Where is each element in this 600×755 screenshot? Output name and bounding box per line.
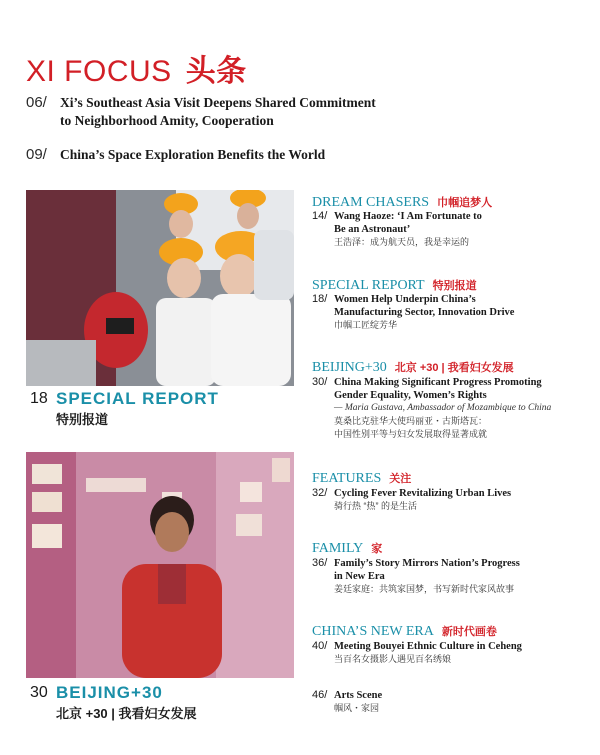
feature-label-en[interactable]: SPECIAL REPORT bbox=[56, 389, 219, 408]
entry-title: in New Era bbox=[334, 571, 385, 582]
special-report-photo bbox=[26, 190, 294, 386]
page-number: 18/ bbox=[312, 293, 328, 305]
section-title bbox=[26, 46, 247, 90]
section-heading-cn: 特别报道 bbox=[432, 280, 477, 292]
toc-entry[interactable] bbox=[26, 94, 376, 130]
page-number: 40/ bbox=[312, 640, 328, 652]
toc-entry[interactable] bbox=[312, 210, 572, 249]
entry-title: China Making Significant Progress Promoting bbox=[334, 377, 542, 388]
entry-title-line2: to Neighborhood Amity, Cooperation bbox=[60, 113, 274, 128]
entry-title-cn: 当百名女摄影人遇见百名绣娘 bbox=[334, 654, 452, 664]
feature-page-number: 30 bbox=[30, 684, 48, 701]
section-title-cn: 头条 bbox=[185, 55, 247, 88]
beijing30-photo bbox=[26, 452, 294, 678]
page-number: 46/ bbox=[312, 689, 328, 701]
feature-label-cn: 北京 +30 | 我看妇女发展 bbox=[56, 706, 197, 721]
entry-title-cn: 莫桑比克驻华大使玛丽亚・古斯塔瓦： bbox=[334, 416, 488, 426]
page-number: 30/ bbox=[312, 376, 328, 388]
entry-title-cn: 巾帼工匠绽芳华 bbox=[334, 320, 398, 330]
page-number: 32/ bbox=[312, 487, 328, 499]
section-heading-en: FAMILY bbox=[312, 541, 364, 556]
entry-title: Gender Equality, Women’s Rights bbox=[334, 390, 487, 401]
entry-title: Women Help Underpin China’s bbox=[334, 294, 476, 305]
section-heading-en: CHINA’S NEW ERA bbox=[312, 624, 434, 639]
entry-title: Cycling Fever Revitalizing Urban Lives bbox=[334, 488, 512, 499]
section-heading bbox=[312, 620, 497, 640]
entry-title: Manufacturing Sector, Innovation Drive bbox=[334, 307, 515, 318]
entry-title: Meeting Bouyei Ethnic Culture in Ceheng bbox=[334, 641, 522, 652]
toc-entry[interactable] bbox=[312, 376, 572, 441]
entry-title: Arts Scene bbox=[334, 690, 383, 701]
section-heading bbox=[312, 191, 492, 211]
section-heading-en: DREAM CHASERS bbox=[312, 195, 430, 210]
section-heading bbox=[312, 274, 477, 294]
feature-page-number: 18 bbox=[30, 390, 48, 407]
toc-entry[interactable] bbox=[312, 557, 572, 596]
entry-byline: — Maria Gustava, Ambassador of Mozambique to China bbox=[334, 403, 552, 413]
toc-entry[interactable] bbox=[312, 487, 572, 513]
section-heading bbox=[312, 537, 382, 557]
section-heading-en: FEATURES bbox=[312, 471, 382, 486]
page-number: 14/ bbox=[312, 210, 328, 222]
toc-entry[interactable] bbox=[312, 689, 572, 715]
feature-label-en[interactable]: BEIJING+30 bbox=[56, 683, 163, 702]
entry-title-cn: 中国性别平等与妇女发展取得显著成就 bbox=[334, 429, 488, 439]
toc-entry[interactable] bbox=[312, 640, 572, 666]
section-heading bbox=[312, 356, 514, 376]
page-number: 09/ bbox=[26, 146, 47, 163]
page-number: 06/ bbox=[26, 94, 47, 111]
entry-title-line1: China’s Space Exploration Benefits the World bbox=[60, 147, 326, 162]
section-heading-cn: 关注 bbox=[389, 473, 412, 485]
section-heading-cn: 北京 +30 | 我看妇女发展 bbox=[394, 362, 514, 374]
entry-title-cn: 帼风・家园 bbox=[334, 703, 380, 713]
entry-title: Be an Astronaut’ bbox=[334, 224, 411, 235]
entry-title-cn: 姜廷家庭：共筑家国梦，书写新时代家风故事 bbox=[334, 584, 515, 594]
entry-title: Wang Haoze: ‘I Am Fortunate to bbox=[334, 211, 482, 222]
section-heading-cn: 巾帼追梦人 bbox=[437, 197, 493, 209]
section-heading-cn: 家 bbox=[371, 543, 383, 555]
section-heading bbox=[312, 467, 411, 487]
section-heading-en: BEIJING+30 bbox=[312, 360, 387, 375]
feature-label-cn: 特别报道 bbox=[56, 412, 109, 427]
entry-title-cn: 王浩泽：成为航天员，我是幸运的 bbox=[334, 237, 470, 247]
section-heading-en: SPECIAL REPORT bbox=[312, 278, 425, 293]
section-heading-cn: 新时代画卷 bbox=[441, 626, 497, 638]
entry-title-line1: Xi’s Southeast Asia Visit Deepens Shared Commitment bbox=[60, 95, 376, 110]
entry-title: Family’s Story Mirrors Nation’s Progress bbox=[334, 558, 520, 569]
entry-title-cn: 骑行热 “热” 的是生活 bbox=[334, 501, 417, 511]
section-title-en: XI FOCUS bbox=[26, 55, 172, 88]
toc-entry[interactable] bbox=[312, 293, 572, 332]
toc-entry[interactable] bbox=[26, 146, 325, 164]
page-number: 36/ bbox=[312, 557, 328, 569]
